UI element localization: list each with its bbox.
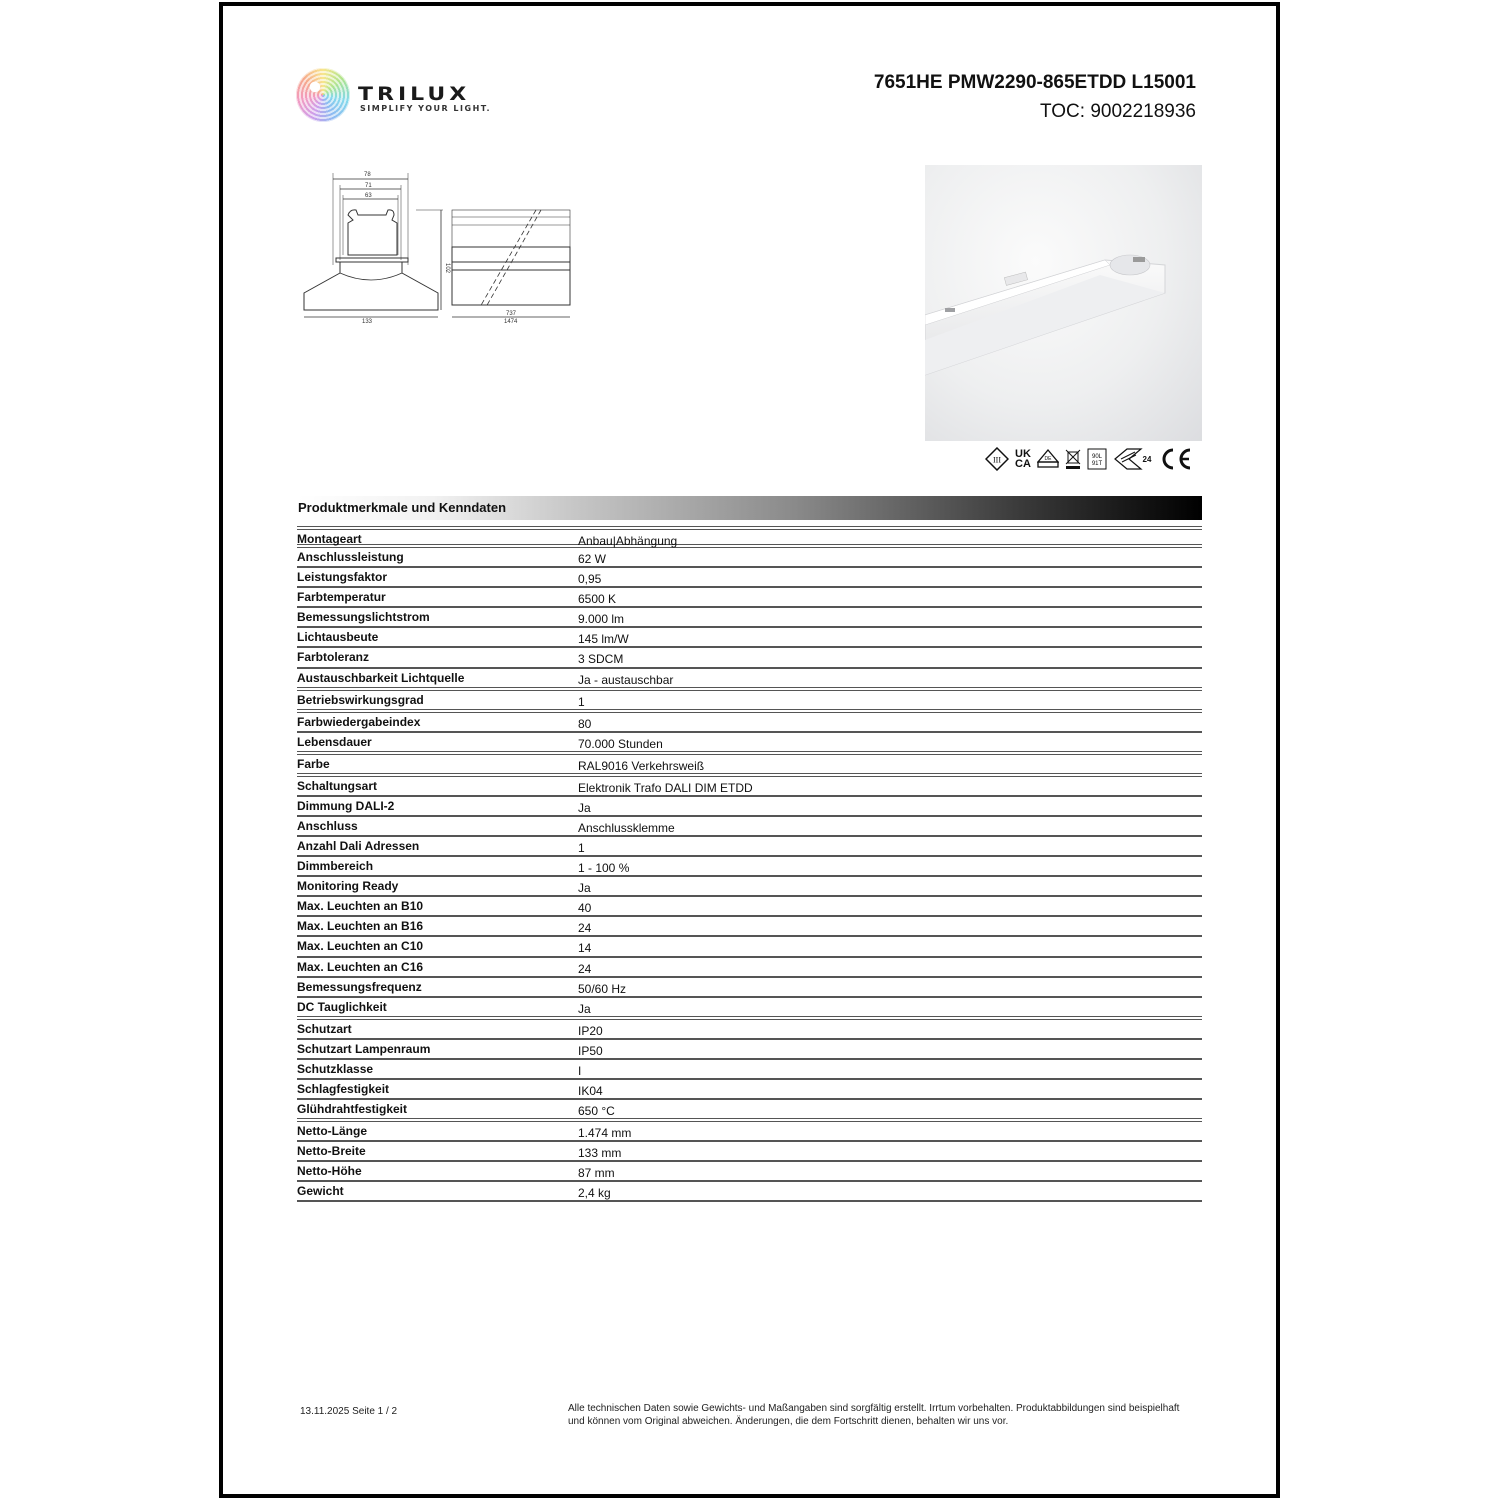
spec-row — [297, 691, 1202, 713]
spec-label: Montageart — [297, 532, 362, 546]
spec-row — [297, 857, 1202, 877]
svg-text:71: 71 — [365, 183, 372, 189]
spec-label: Bemessungsfrequenz — [297, 979, 422, 994]
spec-value: 6500 K — [578, 592, 617, 607]
spec-label: Lichtausbeute — [297, 630, 379, 645]
d-mark-24-icon — [1113, 446, 1153, 472]
spec-row — [297, 777, 1202, 797]
spec-value: IP20 — [578, 1023, 603, 1038]
spec-row — [297, 1122, 1202, 1142]
weee-bin-icon — [1065, 446, 1081, 472]
spec-label: Schutzart — [297, 1021, 352, 1036]
spec-row — [297, 797, 1202, 817]
spec-value: Ja — [578, 881, 591, 896]
spec-row — [297, 837, 1202, 857]
product-title: 7651HE PMW2290-865ETDD L15001 — [873, 72, 1196, 93]
spec-label: Max. Leuchten an B10 — [297, 899, 424, 914]
spec-value: Elektronik Trafo DALI DIM ETDD — [578, 780, 753, 795]
spec-value: 133 mm — [578, 1146, 622, 1161]
spec-label: Lebensdauer — [297, 734, 372, 749]
spec-label: Bemessungslichtstrom — [297, 610, 430, 625]
svg-text:III: III — [993, 455, 1001, 465]
spec-value: 1.474 mm — [578, 1126, 632, 1141]
spec-label: Dimmbereich — [297, 859, 374, 874]
spec-value: 9.000 lm — [578, 612, 625, 627]
spec-row — [297, 713, 1202, 733]
spec-row — [297, 1182, 1202, 1202]
spec-label: DC Tauglichkeit — [297, 999, 387, 1014]
spec-row — [297, 1040, 1202, 1060]
certification-marks — [985, 444, 1205, 474]
spec-value: 24 — [578, 921, 592, 936]
svg-text:133: 133 — [362, 319, 373, 325]
spec-value: 87 mm — [578, 1166, 615, 1181]
spec-value: 2,4 kg — [578, 1186, 611, 1201]
spec-row — [297, 1142, 1202, 1162]
spec-label: Schaltungsart — [297, 778, 378, 793]
spec-label: Betriebswirkungsgrad — [297, 692, 424, 707]
spec-value: 145 lm/W — [578, 632, 629, 647]
spec-label: Netto-Breite — [297, 1144, 366, 1159]
spec-row — [297, 733, 1202, 755]
spec-label: Farbe — [297, 756, 330, 771]
spec-label: Monitoring Ready — [297, 879, 399, 894]
trilux-logo — [296, 68, 506, 124]
spec-row — [297, 648, 1202, 668]
spec-value: 80 — [578, 716, 592, 731]
section-header — [297, 496, 1202, 520]
spec-label: Schutzklasse — [297, 1061, 374, 1076]
spec-value: 650 °C — [578, 1104, 615, 1119]
spec-value: 14 — [578, 941, 592, 956]
spec-value: Ja — [578, 800, 591, 815]
spec-value: 50/60 Hz — [578, 981, 627, 996]
spec-value: 3 SDCM — [578, 652, 624, 667]
ukca-mark-icon: UK CA — [1015, 448, 1031, 470]
footer-date-page: 13.11.2025 Seite 1 / 2 — [300, 1406, 398, 1417]
spec-value: 1 — [578, 840, 585, 855]
spec-row — [297, 628, 1202, 648]
spec-row — [297, 608, 1202, 628]
spec-row — [297, 958, 1202, 978]
dim-78: 78 — [364, 172, 371, 178]
svg-text:1474: 1474 — [504, 319, 518, 325]
spec-row — [297, 877, 1202, 897]
spec-label: Netto-Länge — [297, 1124, 367, 1139]
spec-row — [297, 588, 1202, 608]
spec-label: Anzahl Dali Adressen — [297, 838, 420, 853]
ball-impact-icon — [1087, 446, 1107, 472]
spec-label: Austauschbarkeit Lichtquelle — [297, 670, 465, 685]
svg-text:63: 63 — [365, 193, 372, 199]
spec-label: Farbwiedergabeindex — [297, 714, 421, 729]
vde-mark-icon — [1037, 446, 1059, 472]
svg-text:91T: 91T — [1091, 461, 1103, 467]
logo-tagline: SIMPLIFY YOUR LIGHT. — [360, 104, 492, 113]
spec-row — [297, 1020, 1202, 1040]
spec-row — [297, 978, 1202, 998]
spec-row — [297, 1080, 1202, 1100]
spec-label: Anschluss — [297, 818, 358, 833]
spec-label: Max. Leuchten an C10 — [297, 939, 424, 954]
spec-value: 0,95 — [578, 572, 602, 587]
spec-value: 62 W — [578, 552, 607, 566]
svg-text:737: 737 — [506, 311, 517, 317]
dimension-drawing — [298, 165, 583, 325]
svg-text:24: 24 — [1142, 455, 1152, 464]
spec-row — [297, 1100, 1202, 1122]
spec-label: Schlagfestigkeit — [297, 1081, 390, 1096]
spec-label: Netto-Höhe — [297, 1164, 362, 1179]
spec-row — [297, 1162, 1202, 1182]
spec-label: Dimmung DALI-2 — [297, 798, 395, 813]
spec-label: Max. Leuchten an C16 — [297, 959, 424, 974]
spec-value: I — [578, 1063, 582, 1078]
product-photo — [925, 165, 1202, 441]
spec-value: Ja — [578, 1001, 591, 1016]
spec-value: Anbau|Abhängung — [578, 534, 678, 548]
spec-label: Schutzart Lampenraum — [297, 1041, 431, 1056]
spec-row — [297, 937, 1202, 957]
spec-row — [297, 897, 1202, 917]
section-title: Produktmerkmale und Kenndaten — [298, 500, 507, 515]
spec-row — [297, 755, 1202, 777]
spec-label: Leistungsfaktor — [297, 570, 388, 585]
footer-disclaimer: Alle technischen Daten sowie Gewichts- und Maßangaben sind sorgfältig erstellt. Irrtum vorbehalten. Produktabbildungen sind beispielhaft und können vom Original abweichen. Änderungen, die dem Fortschritt dienen, behalten wir uns vor. — [568, 1403, 1180, 1427]
svg-text:102: 102 — [444, 263, 450, 274]
spec-value: IP50 — [578, 1043, 603, 1058]
spec-row — [297, 817, 1202, 837]
product-toc: TOC: 9002218936 — [1040, 101, 1196, 122]
spec-table — [297, 526, 1202, 1202]
spec-value: RAL9016 Verkehrsweiß — [578, 758, 705, 773]
spec-row — [297, 568, 1202, 588]
spec-row — [297, 917, 1202, 937]
spec-value: Ja - austauschbar — [578, 672, 674, 687]
svg-text:DE: DE — [1044, 456, 1052, 462]
spec-label: Anschlussleistung — [297, 550, 404, 564]
spec-value: Anschlussklemme — [578, 820, 675, 835]
spec-label: Gewicht — [297, 1184, 344, 1199]
spec-row — [297, 669, 1202, 691]
logo-sphere-icon — [296, 68, 350, 122]
spec-row — [297, 548, 1202, 568]
spec-label: Farbtemperatur — [297, 590, 386, 605]
spec-value: IK04 — [578, 1083, 603, 1098]
logo-wordmark: TRILUX — [358, 84, 471, 106]
spec-row — [297, 526, 1202, 548]
spec-value: 70.000 Stunden — [578, 736, 663, 751]
spec-row — [297, 1060, 1202, 1080]
spec-value: 24 — [578, 961, 592, 976]
svg-text:90L: 90L — [1091, 454, 1102, 460]
spec-value: 1 — [578, 694, 585, 709]
spec-row — [297, 998, 1202, 1020]
ce-mark-icon — [1159, 446, 1193, 472]
spec-value: 1 - 100 % — [578, 861, 630, 876]
protection-class-iii-icon — [985, 446, 1009, 472]
spec-value: 40 — [578, 901, 592, 916]
spec-label: Farbtoleranz — [297, 650, 370, 665]
spec-label: Glühdrahtfestigkeit — [297, 1102, 408, 1117]
spec-label: Max. Leuchten an B16 — [297, 919, 424, 934]
